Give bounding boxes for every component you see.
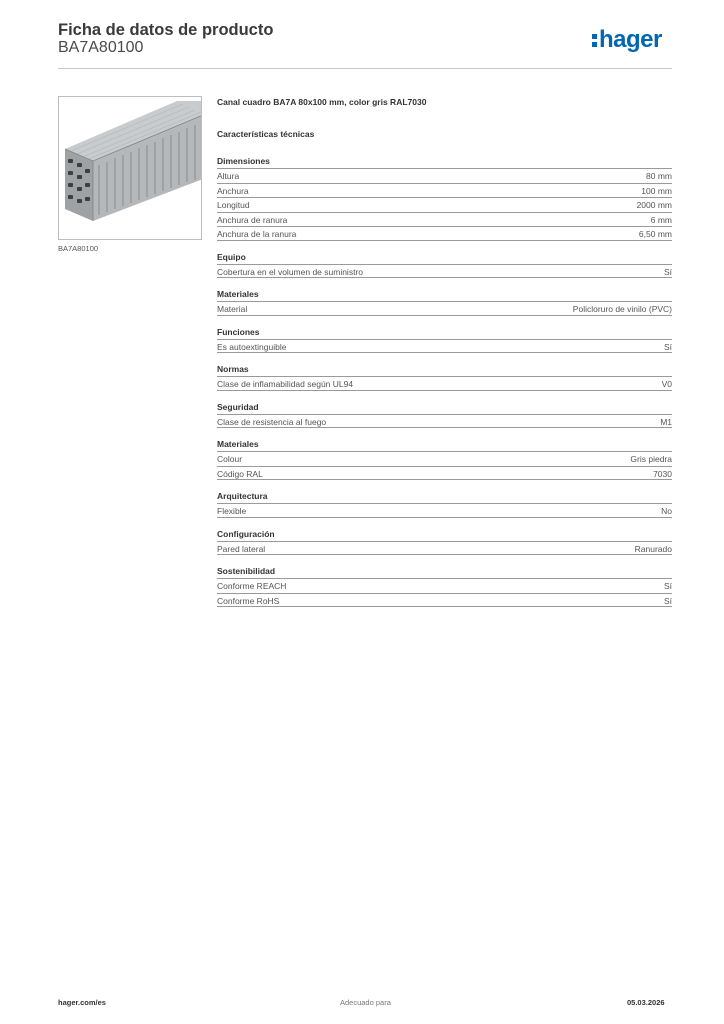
- spec-section: [217, 490, 672, 518]
- spec-section: [217, 438, 672, 480]
- spec-row: [217, 212, 672, 227]
- spec-rows: [217, 376, 672, 391]
- spec-section-title: Dimensiones: [217, 156, 270, 166]
- spec-value: 6 mm: [650, 214, 672, 225]
- product-code: BA7A80100: [58, 39, 144, 56]
- spec-section: [217, 155, 672, 241]
- spec-label: Colour: [217, 454, 243, 464]
- spec-value: 80 mm: [646, 171, 672, 181]
- spec-label: Clase de inflamabilidad según UL94: [217, 379, 354, 389]
- spec-value: Sí: [663, 266, 672, 277]
- footer-date: 05.03.2026: [627, 998, 665, 1007]
- spec-label: Anchura: [217, 185, 249, 196]
- spec-row: [217, 414, 672, 429]
- spec-rows: [217, 339, 672, 354]
- spec-rows: [217, 414, 672, 429]
- spec-rows: [217, 451, 672, 480]
- spec-value: Gris piedra: [630, 454, 672, 464]
- spec-row: [217, 168, 672, 183]
- spec-row: [217, 541, 672, 556]
- spec-section-title: Funciones: [217, 326, 260, 337]
- spec-value: Sí: [663, 341, 672, 352]
- spec-section-title: Materiales: [217, 439, 259, 449]
- logo-text: hager: [599, 26, 662, 53]
- spec-section-title: Arquitectura: [217, 491, 268, 501]
- spec-section: [217, 401, 672, 429]
- spec-section: [217, 326, 672, 354]
- spec-value: M1: [660, 416, 672, 427]
- spec-rows: [217, 578, 672, 607]
- spec-value: 2000 mm: [636, 200, 672, 210]
- spec-section: [217, 251, 672, 279]
- spec-value: 7030: [653, 468, 672, 479]
- spec-value: Ranurado: [634, 543, 672, 554]
- spec-value: 6,50 mm: [638, 229, 672, 239]
- spec-row: [217, 593, 672, 608]
- spec-section: [217, 565, 672, 607]
- spec-section: [217, 288, 672, 316]
- spec-row: [217, 339, 672, 354]
- spec-section-title: Seguridad: [217, 401, 259, 412]
- spec-label: Anchura de la ranura: [217, 229, 297, 239]
- spec-section-title: Materiales: [217, 289, 259, 299]
- spec-value: No: [661, 506, 672, 516]
- spec-label: Material: [217, 304, 248, 314]
- spec-content: [217, 97, 672, 617]
- spec-value: Sí: [663, 595, 672, 606]
- spec-row: [217, 376, 672, 391]
- spec-rows: [217, 541, 672, 556]
- spec-section-title: Configuración: [217, 528, 275, 539]
- spec-label: Código RAL: [217, 468, 263, 479]
- spec-label: Cobertura en el volumen de suministro: [217, 266, 363, 277]
- spec-row: [217, 197, 672, 212]
- spec-label: Anchura de ranura: [217, 214, 288, 225]
- product-description: Canal cuadro BA7A 80x100 mm, color gris RAL7030: [217, 97, 427, 107]
- header-divider: [58, 68, 672, 69]
- spec-row: [217, 451, 672, 466]
- spec-section-title: Sostenibilidad: [217, 566, 276, 576]
- spec-value: V0: [661, 379, 672, 389]
- spec-label: Pared lateral: [217, 543, 266, 554]
- product-image: [58, 96, 202, 240]
- spec-label: Conforme RoHS: [217, 595, 280, 606]
- spec-label: Longitud: [217, 200, 250, 210]
- logo-dots-icon: [592, 32, 597, 48]
- spec-row: [217, 503, 672, 518]
- spec-row: [217, 264, 672, 279]
- page-title: Ficha de datos de producto: [58, 21, 274, 39]
- spec-value: Sí: [663, 581, 672, 591]
- spec-section: [217, 363, 672, 391]
- spec-rows: [217, 301, 672, 316]
- hager-logo: [592, 28, 662, 52]
- footer-note: Adecuado para: [340, 998, 391, 1007]
- cable-trunking-icon: [59, 97, 202, 240]
- spec-label: Es autoextinguible: [217, 341, 287, 352]
- spec-label: Clase de resistencia al fuego: [217, 416, 327, 427]
- spec-row: [217, 226, 672, 241]
- spec-rows: [217, 264, 672, 279]
- spec-section-title: Normas: [217, 364, 249, 374]
- spec-row: [217, 301, 672, 316]
- product-image-caption: BA7A80100: [58, 244, 99, 253]
- spec-section-title: Equipo: [217, 251, 246, 262]
- spec-section: [217, 528, 672, 556]
- tech-characteristics-heading: Características técnicas: [217, 129, 315, 139]
- spec-value: 100 mm: [641, 185, 672, 196]
- spec-rows: [217, 168, 672, 241]
- spec-value: Policloruro de vinilo (PVC): [572, 304, 672, 314]
- spec-label: Altura: [217, 171, 240, 181]
- spec-row: [217, 466, 672, 481]
- spec-rows: [217, 503, 672, 518]
- spec-sections: [217, 155, 672, 607]
- spec-row: [217, 183, 672, 198]
- footer-website: hager.com/es: [58, 998, 106, 1007]
- spec-label: Flexible: [217, 506, 247, 516]
- spec-label: Conforme REACH: [217, 581, 287, 591]
- spec-row: [217, 578, 672, 593]
